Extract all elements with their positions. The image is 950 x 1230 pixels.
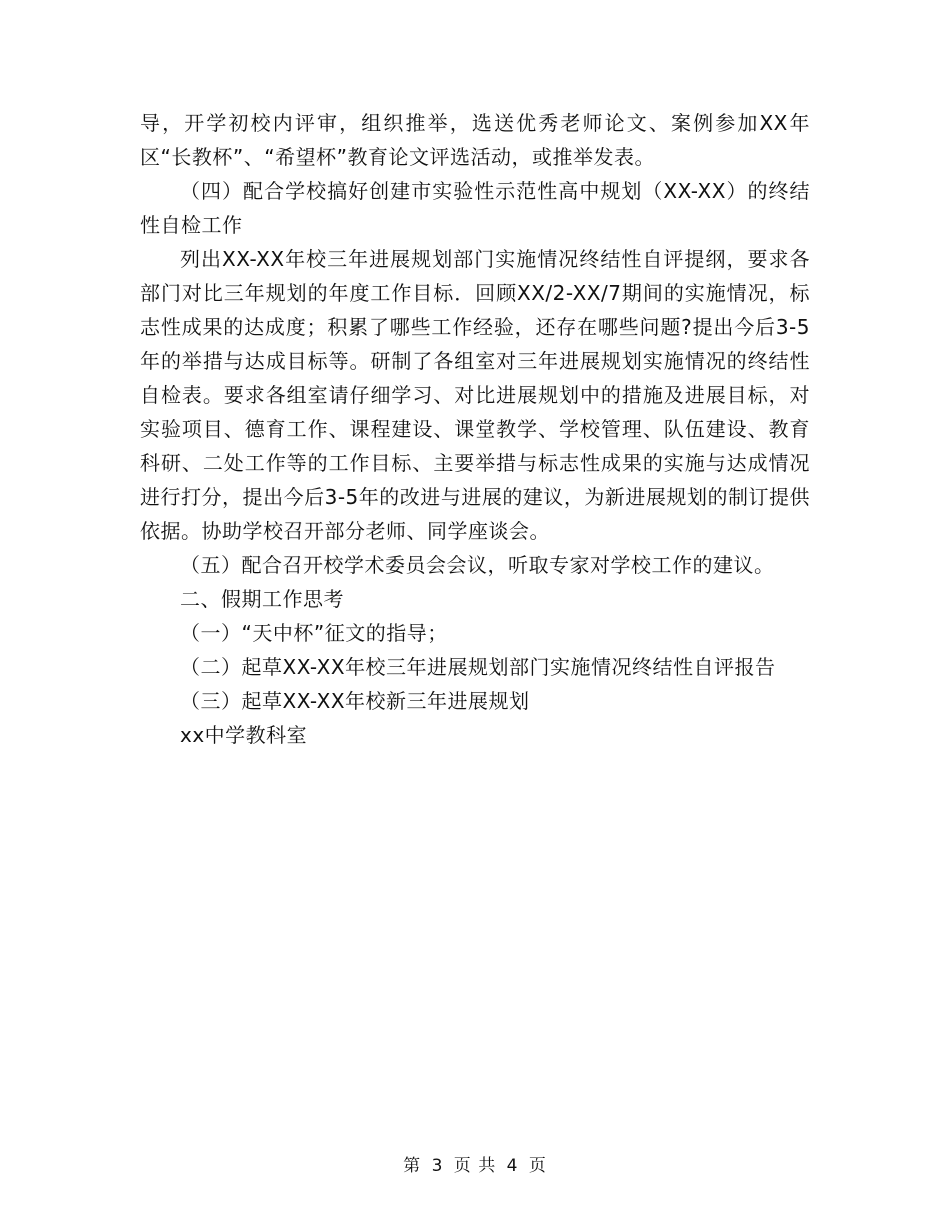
paragraph-continued: 导，开学初校内评审，组织推举，选送优秀老师论文、案例参加XX年区“长教杯”、“希望杯”教育论文评选活动，或推举发表。 [140,111,810,169]
paragraph-section-5: （五）配合召开校学术委员会会议，听取专家对学校工作的建议。 [180,553,775,577]
footer-middle: 页 共 [453,1156,497,1176]
paragraph-item-2: （二）起草XX-XX年校三年进展规划部门实施情况终结性自评报告 [180,655,776,679]
page-footer [0,1154,950,1178]
paragraph-item-1: （一）“天中杯”征文的指导； [180,621,448,645]
footer-prefix: 第 [403,1156,422,1176]
footer-suffix: 页 [528,1156,547,1176]
document-body [140,106,810,752]
footer-total-pages: 4 [506,1156,519,1176]
paragraph-section-4-heading: （四）配合学校搞好创建市实验性示范性高中规划（XX-XX）的终结性自检工作 [140,179,810,237]
paragraph-item-3: （三）起草XX-XX年校新三年进展规划 [180,689,530,713]
footer-page-number: 3 [431,1156,444,1176]
paragraph-part-2-heading: 二、假期工作思考 [180,587,344,611]
paragraph-signature: xx中学教科室 [180,723,308,747]
paragraph-section-4-body: 列出XX-XX年校三年进展规划部门实施情况终结性自评提纲，要求各部门对比三年规划的年度工作目标．回顾XX/2-XX/7期间的实施情况，标志性成果的达成度；积累了哪些工作经验，还存在哪些问题?提出今后3-5年的举措与达成目标等。研制了各组室对三年进展规划实施情况的终结性自检表。要求各组室请仔细学习、对比进展规划中的措施及进展目标，对实验项目、德育工作、课程建设、课堂教学、学校管理、队伍建设、教育科研、二处工作等的工作目标、主要举措与标志性成果的实施与达成情况进行打分，提出今后3-5年的改进与进展的建议，为新进展规划的制订提供依据。协助学校召开部分老师、同学座谈会。 [140,247,810,543]
